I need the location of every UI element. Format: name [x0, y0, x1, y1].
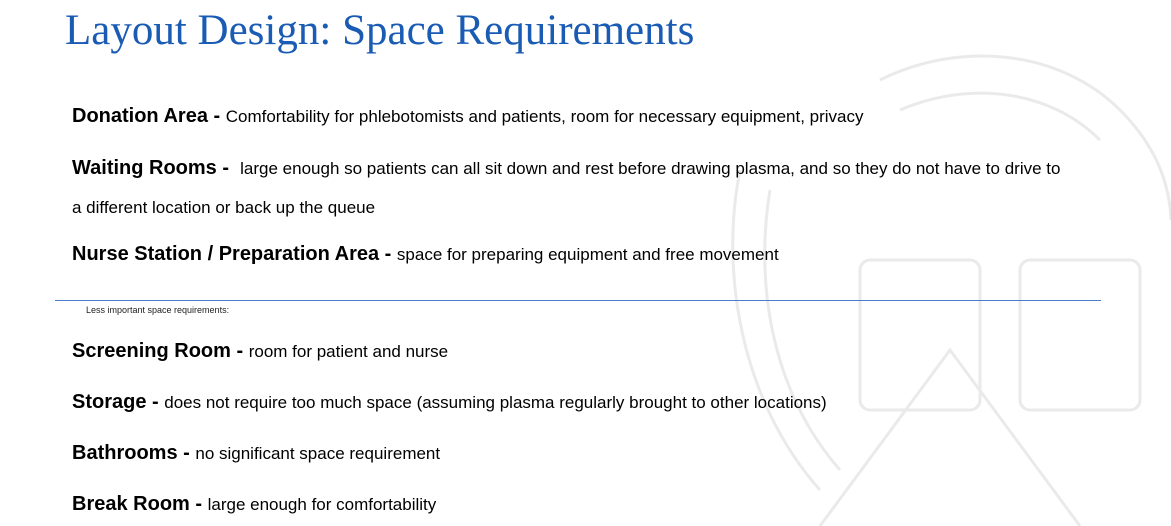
- requirement-label: Bathrooms: [72, 442, 178, 464]
- requirement-text: does not require too much space (assuming plasma regularly brought to other locations): [164, 393, 827, 412]
- page-title: Layout Design: Space Requirements: [65, 7, 695, 54]
- requirement-separator: -: [146, 391, 165, 413]
- requirement-separator: -: [189, 493, 208, 515]
- requirement-bathrooms: [72, 434, 1062, 473]
- requirement-text: room for patient and nurse: [248, 342, 449, 361]
- requirement-text: large enough so patients can all sit down and rest before drawing plasma, and so they do not have to drive to a different location or back up the queue: [72, 159, 1061, 217]
- secondary-heading: Less important space requirements:: [86, 305, 230, 315]
- requirement-separator: -: [379, 243, 397, 265]
- requirement-text: large enough for comfortability: [207, 495, 437, 514]
- requirement-separator: -: [207, 105, 226, 127]
- requirement-separator: -: [230, 340, 249, 362]
- requirement-label: Break Room: [72, 493, 190, 515]
- requirement-nurse-station: [72, 235, 1062, 274]
- requirement-label: Storage: [72, 391, 147, 413]
- requirement-break-room: [72, 485, 1062, 524]
- requirement-text: space for preparing equipment and free movement: [396, 245, 779, 264]
- requirement-text: no significant space requirement: [195, 444, 441, 463]
- requirement-waiting-rooms: [72, 149, 1062, 227]
- requirement-text: Comfortability for phlebotomists and patients, room for necessary equipment, privacy: [225, 107, 864, 126]
- requirement-label: Waiting Rooms: [72, 157, 217, 179]
- requirement-donation-area: [72, 97, 1062, 136]
- requirement-label: Donation Area: [72, 105, 208, 127]
- requirement-screening-room: [72, 332, 1062, 371]
- requirement-separator: -: [216, 157, 241, 179]
- requirement-label: Nurse Station / Preparation Area: [72, 243, 380, 265]
- requirement-label: Screening Room: [72, 340, 231, 362]
- requirement-separator: -: [177, 442, 196, 464]
- requirement-storage: [72, 383, 1062, 422]
- section-divider: [55, 300, 1101, 301]
